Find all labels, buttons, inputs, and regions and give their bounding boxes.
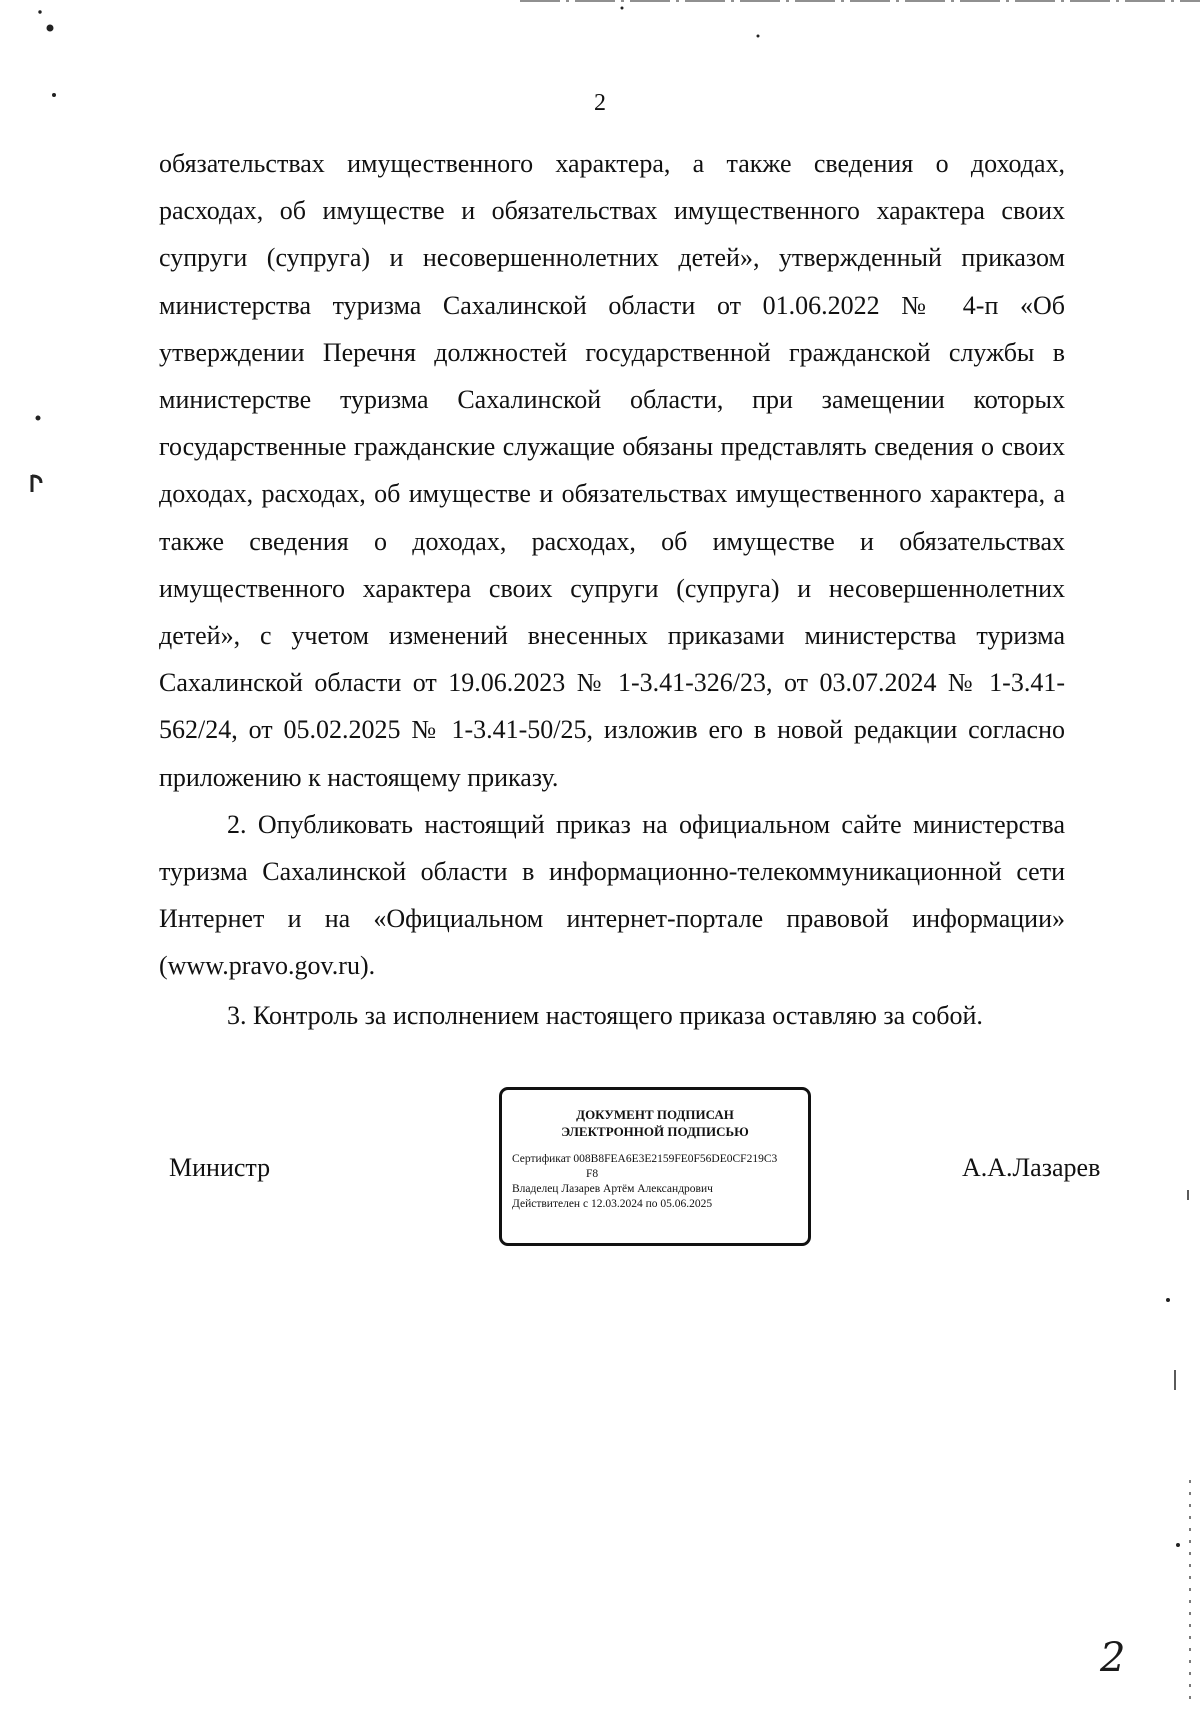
paragraph-item-3: 3. Контроль за исполнением настоящего приказа оставляю за собой.	[227, 1000, 983, 1030]
signer-position: Министр	[169, 1153, 271, 1182]
electronic-signature-stamp	[499, 1087, 811, 1246]
stamp-certificate-continued: F8	[586, 1168, 599, 1180]
signature-block	[0, 1085, 1200, 1255]
stamp-title-line-2: ЭЛЕКТРОННОЙ ПОДПИСЬЮ	[561, 1124, 749, 1139]
stamp-validity: Действителен с 12.03.2024 по 05.06.2025	[512, 1198, 713, 1210]
signer-name: А.А.Лазарев	[962, 1153, 1101, 1182]
paragraph-continuation: обязательствах имущественного характера, а также сведения о доходах, расходах, об имуществе и обязательствах имущественного характера своих супруги (супруга) и несовершеннолетних детей», утвержденный приказом министерства туризма Сахалинской области от 01.06.2022 № 4-п «Об утверждении Перечня должностей государственной гражданской службы в министерстве туризма Сахалинской области, при замещении которых государственные гражданские служащие обязаны представлять сведения о своих доходах, расходах, об имуществе и обязательствах имущественного характера, а также сведения о доходах, расходах, об имуществе и обязательствах имущественного характера своих супруги (супруга) и несовершеннолетних детей», с учетом изменений внесенных приказами министерства туризма Сахалинской области от 19.06.2023 № 1-3.41-326/23, от 03.07.2024 № 1-3.41-562/24, от 05.02.2025 № 1-3.41-50/25, изложив его в новой редакции согласно приложению к настоящему приказу.	[159, 149, 1065, 792]
paragraph-item-2: 2. Опубликовать настоящий приказ на официальном сайте министерства туризма Сахалинской области в информационно-телекоммуникационной сети Интернет и на «Официальном интернет-портале правовой информации» (www.pravo.gov.ru).	[159, 809, 1065, 981]
handwritten-page-mark: 2	[1100, 1635, 1126, 1681]
page-number: 2	[594, 90, 606, 116]
stamp-certificate: Сертификат 008B8FEA6E3E2159FE0F56DE0CF219C3	[512, 1153, 778, 1165]
stamp-owner: Владелец Лазарев Артём Александрович	[512, 1183, 713, 1195]
stamp-title-line-1: ДОКУМЕНТ ПОДПИСАН	[576, 1107, 734, 1122]
document-body	[159, 140, 1065, 1039]
